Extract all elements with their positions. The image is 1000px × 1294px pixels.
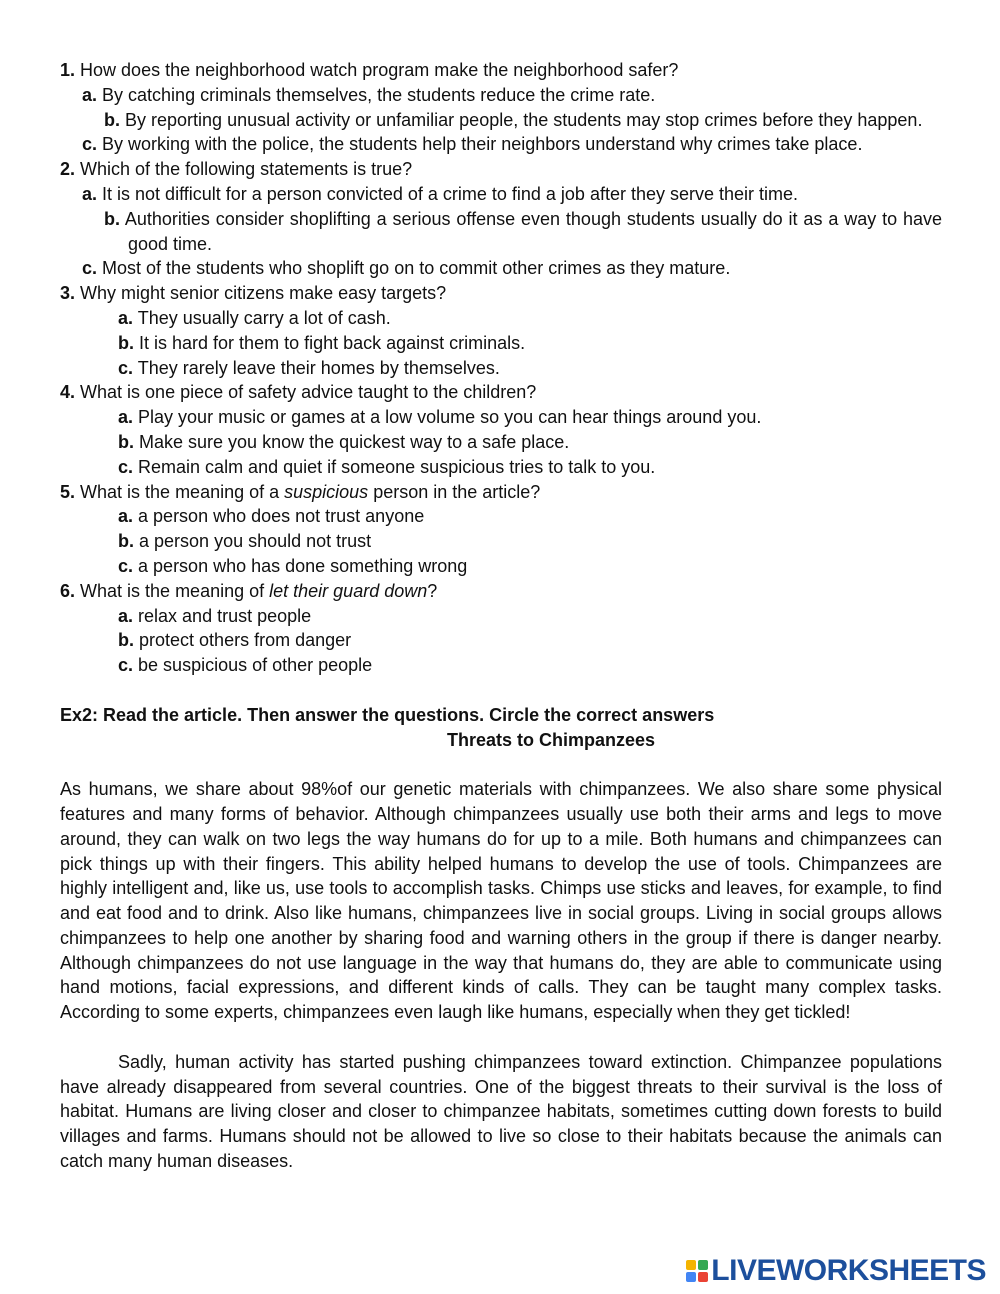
question-4-option-c — [60, 455, 942, 480]
question-4 — [60, 380, 942, 405]
question-5 — [60, 480, 942, 505]
question-text-italic: suspicious — [284, 481, 369, 502]
logo-text: LIVEWORKSHEETS — [711, 1254, 986, 1287]
question-3-option-b — [60, 331, 942, 356]
question-number: 4. — [60, 382, 76, 403]
question-text-before: What is the meaning of a — [80, 481, 285, 502]
option-text: They usually carry a lot of cash. — [137, 307, 391, 328]
question-number: 3. — [60, 283, 76, 304]
option-letter: b. — [118, 332, 134, 353]
option-letter: c. — [118, 357, 134, 378]
option-letter: c. — [82, 134, 98, 155]
option-text: Authorities consider shoplifting a serious offense even though students usually do it as a way to have good time. — [124, 208, 942, 254]
option-letter: a. — [118, 407, 134, 428]
question-number: 6. — [60, 580, 76, 601]
option-letter: b. — [104, 109, 120, 130]
question-number: 1. — [60, 60, 76, 80]
option-text: By catching criminals themselves, the students reduce the crime rate. — [102, 84, 656, 105]
question-text: How does the neighborhood watch program make the neighborhood safer? — [80, 60, 679, 80]
logo-square-icon — [698, 1260, 708, 1270]
question-6 — [60, 579, 942, 604]
option-text: a person who has done something wrong — [138, 555, 468, 576]
option-letter: a. — [118, 605, 134, 626]
question-1-option-b — [60, 108, 942, 133]
option-letter: a. — [82, 84, 98, 105]
option-text: By working with the police, the students help their neighbors understand why crimes take place. — [102, 134, 863, 155]
question-text: What is one piece of safety advice taught to the children? — [80, 382, 537, 403]
option-letter: c. — [118, 456, 134, 477]
option-letter: b. — [104, 208, 120, 229]
option-text: It is hard for them to fight back against criminals. — [139, 332, 526, 353]
option-letter: a. — [82, 183, 98, 204]
question-2 — [60, 157, 942, 182]
option-text: Remain calm and quiet if someone suspicious tries to talk to you. — [138, 456, 656, 477]
question-1-option-a — [60, 83, 942, 108]
logo-square-icon — [686, 1272, 696, 1282]
option-text: protect others from danger — [139, 630, 352, 651]
logo-mark-icon — [686, 1260, 708, 1282]
logo-square-icon — [698, 1272, 708, 1282]
exercise-2-instruction: Ex2: Read the article. Then answer the questions. Circle the correct answers — [60, 704, 715, 725]
logo-square-icon — [686, 1260, 696, 1270]
question-3 — [60, 281, 942, 306]
article-title: Threats to Chimpanzees — [446, 729, 656, 750]
question-6-option-a — [60, 604, 942, 629]
option-letter: b. — [118, 531, 134, 552]
option-text: They rarely leave their homes by themselves. — [137, 357, 500, 378]
article-paragraph-2: Sadly, human activity has started pushing chimpanzees toward extinction. Chimpanzee populations have already disappeared from several countries. One of the biggest threats to their survival is the loss of habitat. Humans are living closer and closer to chimpanzee habitats, sometimes cutting down forests to build villages and farms. Humans should not be allowed to live so close to their habitats because the animals can catch many human diseases. — [60, 1051, 942, 1172]
worksheet-page — [60, 58, 942, 1174]
option-text: a person who does not trust anyone — [138, 506, 425, 527]
option-text: Play your music or games at a low volume so you can hear things around you. — [138, 407, 762, 428]
option-letter: c. — [118, 555, 134, 576]
question-text-before: What is the meaning of — [80, 580, 270, 601]
option-letter: a. — [118, 307, 134, 328]
option-letter: b. — [118, 431, 134, 452]
question-number: 2. — [60, 159, 76, 180]
question-6-option-b — [60, 628, 942, 653]
question-5-option-a — [60, 504, 942, 529]
question-text: Which of the following statements is true? — [80, 159, 413, 180]
question-6-option-c — [60, 653, 942, 678]
question-2-option-b — [60, 207, 942, 257]
option-letter: c. — [118, 655, 134, 676]
option-letter: b. — [118, 630, 134, 651]
question-4-option-b — [60, 430, 942, 455]
question-5-option-b — [60, 529, 942, 554]
question-2-option-a — [60, 182, 942, 207]
option-text: Make sure you know the quickest way to a safe place. — [139, 431, 570, 452]
option-text: It is not difficult for a person convicted of a crime to find a job after they serve their time. — [102, 183, 799, 204]
option-text: be suspicious of other people — [138, 655, 373, 676]
question-3-option-c — [60, 356, 942, 381]
article-paragraph-1: As humans, we share about 98%of our genetic materials with chimpanzees. We also share some physical features and many forms of behavior. Although chimpanzees usually use both their arms and legs to move around, they can walk on two legs the way humans do for up to a mile. Both humans and chimpanzees can pick things up with their fingers. This ability helped humans to develop the use of tools. Chimpanzees are highly intelligent and, like us, use tools to accomplish tasks. Chimps use sticks and leaves, for example, to find and eat food and to drink. Also like humans, chimpanzees live in social groups. Living in social groups allows chimpanzees to help one another by sharing food and warning others in the group if there is danger nearby. Although chimpanzees do not use language in the way that humans do, they are able to communicate using hand motions, facial expressions, and different kinds of calls. They can be taught many complex tasks. According to some experts, chimpanzees even laugh like humans, especially when they get tickled! — [60, 779, 942, 1023]
question-5-option-c — [60, 554, 942, 579]
question-text: Why might senior citizens make easy targets? — [80, 283, 447, 304]
option-letter: a. — [118, 506, 134, 527]
question-3-option-a — [60, 306, 942, 331]
question-4-option-a — [60, 405, 942, 430]
option-text: a person you should not trust — [139, 531, 372, 552]
option-text: relax and trust people — [138, 605, 312, 626]
option-text: By reporting unusual activity or unfamiliar people, the students may stop crimes before they happen. — [125, 109, 923, 130]
question-text-after: person in the article? — [368, 481, 541, 502]
question-number: 5. — [60, 481, 76, 502]
option-text: Most of the students who shoplift go on to commit other crimes as they mature. — [102, 258, 731, 279]
liveworksheets-logo — [686, 1256, 986, 1286]
question-2-option-c — [60, 256, 942, 281]
question-text-after: ? — [427, 580, 438, 601]
question-1-option-c — [60, 132, 942, 157]
question-text-italic: let their guard down — [269, 580, 428, 601]
question-1 — [60, 58, 942, 83]
option-letter: c. — [82, 258, 98, 279]
